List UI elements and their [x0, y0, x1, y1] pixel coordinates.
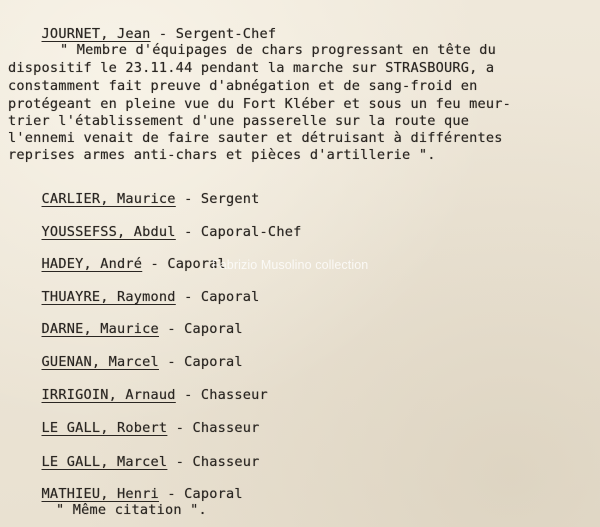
citation-line: " Membre d'équipages de chars progressant en tête du: [60, 42, 496, 58]
roster-separator: -: [158, 486, 185, 502]
roster-name: THUAYRE, Raymond: [41, 289, 176, 305]
footer-citation: " Même citation ".: [56, 502, 207, 518]
roster-rank: Sergent: [200, 191, 260, 207]
roster-rank: Chasseur: [192, 454, 260, 470]
roster-rank: Chasseur: [200, 387, 268, 403]
roster-rank: Caporal: [184, 321, 243, 337]
header-rank: Sergent-Chef: [175, 26, 277, 42]
roster-separator: -: [158, 321, 185, 337]
header-separator: -: [150, 26, 176, 42]
roster-name: LE GALL, Marcel: [41, 454, 168, 470]
citation-line: constamment fait preuve d'abnégation et de sang-froid en: [8, 78, 478, 94]
roster-rank: Caporal: [184, 486, 243, 502]
citation-line: l'ennemi venait de faire sauter et détruisant à différentes: [8, 130, 503, 146]
roster-rank: Caporal: [184, 354, 243, 370]
roster-rank: Chasseur: [192, 420, 260, 436]
roster-name: IRRIGOIN, Arnaud: [41, 387, 176, 403]
roster-rank: Caporal: [167, 256, 227, 272]
roster-separator: -: [175, 191, 201, 207]
roster-separator: -: [167, 454, 193, 470]
roster-separator: -: [175, 289, 201, 305]
roster-separator: -: [142, 256, 168, 272]
roster-name: HADEY, André: [41, 256, 143, 272]
roster-separator: -: [175, 387, 201, 403]
roster-name: MATHIEU, Henri: [41, 486, 159, 502]
collection-watermark: Fabrizio Musolino collection: [212, 258, 369, 272]
header-name: JOURNET, Jean: [41, 26, 151, 42]
roster-separator: -: [175, 224, 201, 240]
citation-line: dispositif le 23.11.44 pendant la marche sur STRASBOURG, a: [8, 60, 495, 76]
citation-line: reprises armes anti-chars et pièces d'artillerie ".: [8, 147, 436, 163]
citation-line: trier l'établissement d'une passerelle sur la route que: [8, 113, 470, 129]
roster-name: DARNE, Maurice: [41, 321, 159, 337]
roster-rank: Caporal-Chef: [200, 224, 302, 240]
citation-line: protégeant en pleine vue du Fort Kléber et sous un feu meur-: [8, 96, 512, 112]
roster-separator: -: [167, 420, 193, 436]
roster-name: CARLIER, Maurice: [41, 191, 176, 207]
roster-rank: Caporal: [200, 289, 260, 305]
roster-name: LE GALL, Robert: [41, 420, 168, 436]
roster-name: GUENAN, Marcel: [41, 354, 159, 370]
roster-name: YOUSSEFSS, Abdul: [41, 224, 176, 240]
roster-separator: -: [158, 354, 185, 370]
